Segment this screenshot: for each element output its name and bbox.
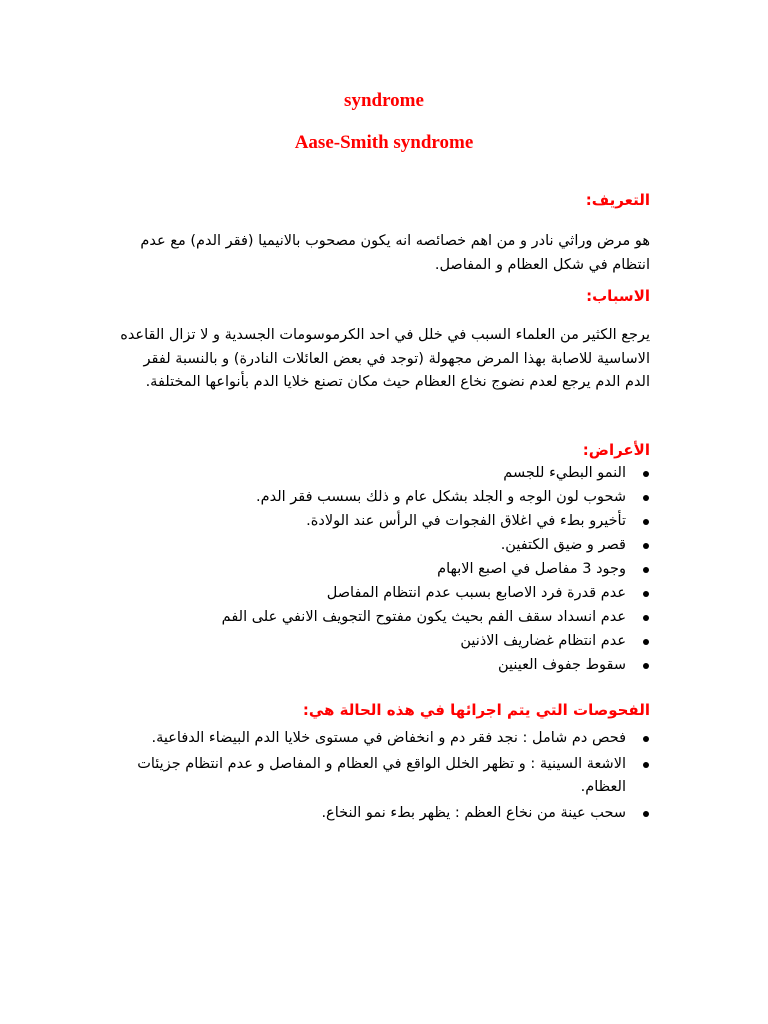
list-item bbox=[90, 582, 650, 606]
causes-text: يرجع الكثير من العلماء السبب في خلل في احد الكرموسومات الجسدية و لا تزال القاعده الاساسية للاصابة بهذا المرض مجهولة (توجد في بعض العائلات النادرة) و بالنسبة لفقر الدم الدم يرجع لعدم نضوج نخاع العظام حيث مكان تصنع خلايا الدم بأنواعها المختلفة. bbox=[120, 327, 650, 390]
list-item bbox=[90, 510, 650, 534]
symptoms-list bbox=[90, 462, 650, 678]
bullet-icon bbox=[643, 471, 649, 477]
bullet-icon bbox=[643, 591, 649, 597]
bullet-icon bbox=[643, 762, 649, 768]
examination-text: الاشعة السينية : و تظهر الخلل الواقع في العظام و المفاصل و عدم انتظام جزيئات العظام. bbox=[137, 755, 626, 795]
symptom-text: عدم انسداد سقف الفم بحيث يكون مفتوح التجويف الانفي على الفم bbox=[221, 609, 626, 625]
symptom-text: شحوب لون الوجه و الجلد بشكل عام و ذلك بسسب فقر الدم. bbox=[256, 489, 626, 505]
list-item bbox=[90, 462, 650, 486]
bullet-icon bbox=[643, 736, 649, 742]
list-item bbox=[90, 606, 650, 630]
list-item bbox=[90, 727, 650, 751]
bullet-icon bbox=[643, 639, 649, 645]
list-item bbox=[90, 534, 650, 558]
symptoms-heading: الأعراض: bbox=[582, 441, 650, 459]
bullet-icon bbox=[643, 663, 649, 669]
symptom-text: النمو البطيء للجسم bbox=[503, 465, 626, 481]
symptom-text: قصر و ضيق الكتفين. bbox=[500, 537, 626, 553]
examinations-list bbox=[90, 727, 650, 827]
list-item bbox=[90, 630, 650, 654]
bullet-icon bbox=[643, 495, 649, 501]
list-item bbox=[90, 802, 650, 826]
causes-heading: الاسباب: bbox=[586, 287, 650, 305]
document-title-line-1: syndrome bbox=[344, 90, 424, 111]
bullet-icon bbox=[643, 519, 649, 525]
list-item bbox=[90, 753, 650, 800]
list-item bbox=[90, 486, 650, 510]
document-title-line-2: Aase-Smith syndrome bbox=[294, 132, 474, 153]
examination-text: سحب عينة من نخاع العظم : يظهر بطء نمو النخاع. bbox=[321, 804, 626, 821]
symptom-text: عدم انتظام غضاريف الاذنين bbox=[460, 633, 626, 649]
symptom-text: عدم قدرة فرد الاصابع بسبب عدم انتظام المفاصل bbox=[326, 585, 626, 601]
bullet-icon bbox=[643, 543, 649, 549]
symptom-text: تأخيرو بطء في اغلاق الفجوات في الرأس عند الولادة. bbox=[306, 513, 626, 529]
symptom-text: سقوط جفوف العينين bbox=[497, 657, 626, 673]
list-item bbox=[90, 558, 650, 582]
bullet-icon bbox=[643, 811, 649, 817]
definition-text: هو مرض وراثي نادر و من اهم خصائصه انه يكون مصحوب بالانيميا (فقر الدم) مع عدم انتظام في شكل العظام و المفاصل. bbox=[140, 233, 650, 273]
examinations-heading: الفحوصات التي يتم اجرائها في هذه الحالة هي: bbox=[302, 701, 650, 719]
definition-heading: التعريف: bbox=[585, 191, 650, 209]
examination-text: فحص دم شامل : نجد فقر دم و انخفاض في مستوى خلايا الدم البيضاء الدفاعية. bbox=[151, 730, 626, 746]
bullet-icon bbox=[643, 615, 649, 621]
bullet-icon bbox=[643, 567, 649, 573]
list-item bbox=[90, 654, 650, 678]
symptom-text: وجود 3 مفاصل في اصبع الابهام bbox=[437, 561, 626, 577]
